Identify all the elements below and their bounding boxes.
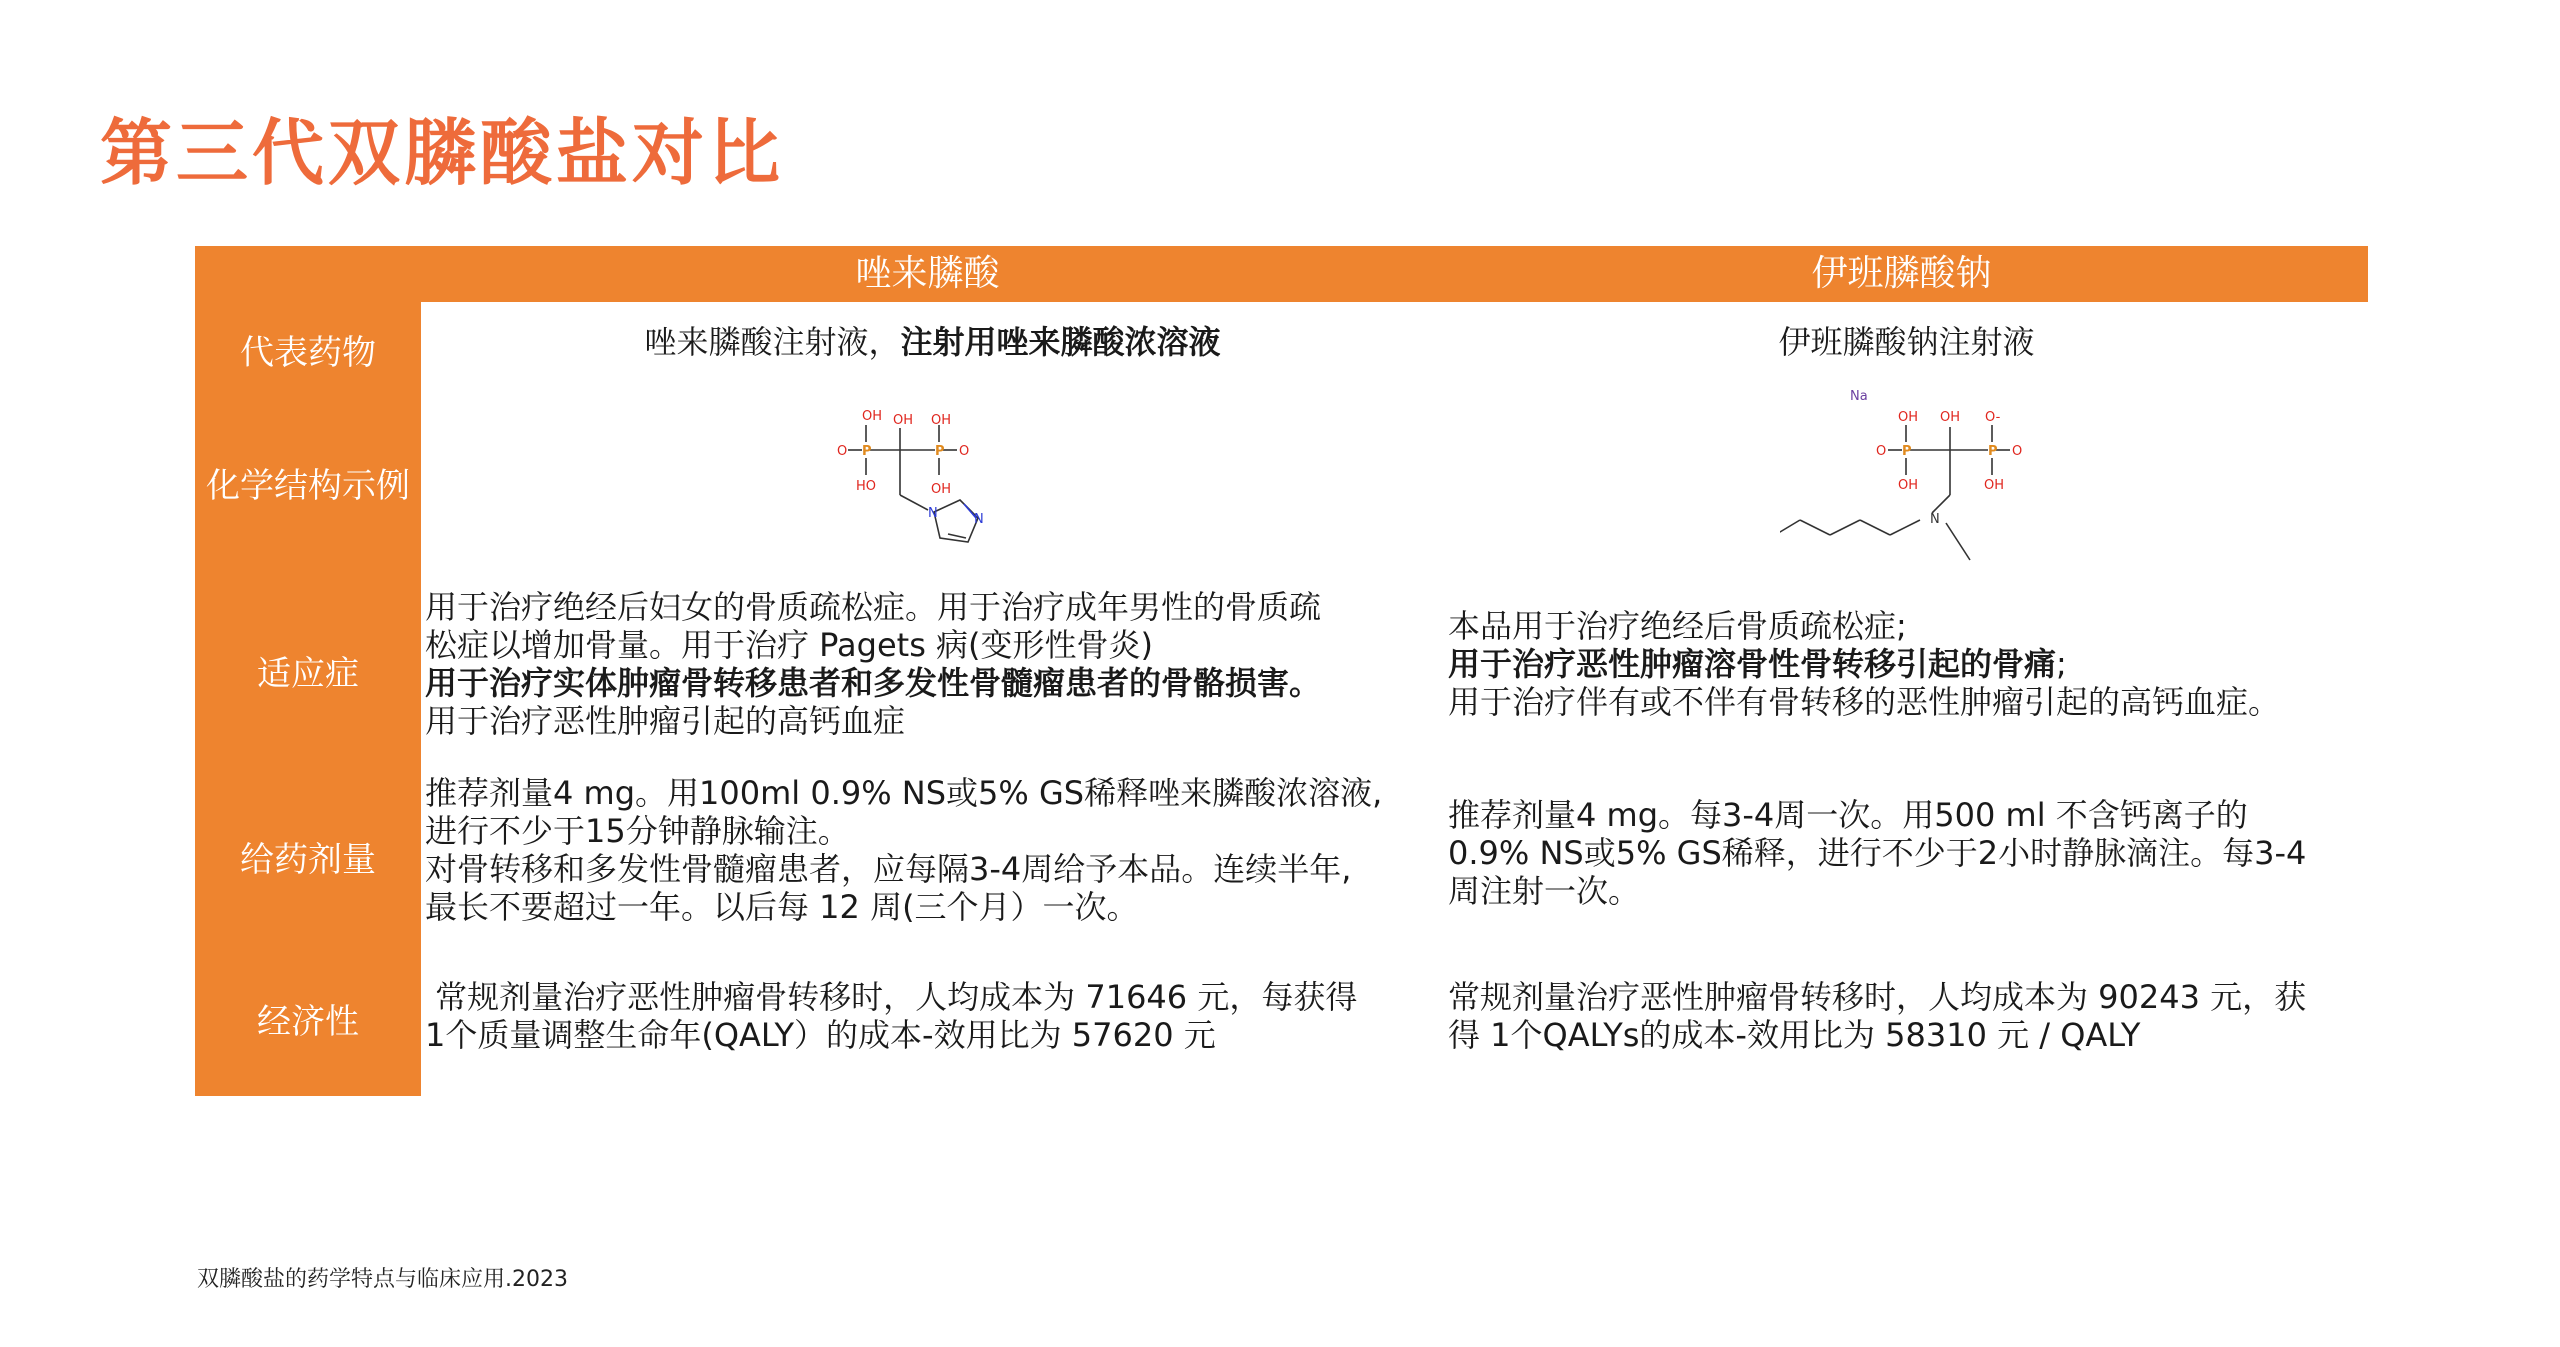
economy-line: 常规剂量治疗恶性肿瘤骨转移时，人均成本为 71646 元，每获得 <box>425 978 1358 1016</box>
dosage-line: 推荐剂量4 mg。用100ml 0.9% NS或5% GS稀释唑来膦酸浓溶液, <box>425 774 1383 812</box>
bond <box>1860 520 1890 535</box>
indication-line-bold: 用于治疗实体肿瘤骨转移患者和多发性骨髓瘤患者的骨骼损害。 <box>425 664 1322 702</box>
indication-line: 用于治疗恶性肿瘤引起的高钙血症 <box>425 702 906 740</box>
row-label-structure: 化学结构示例 <box>206 466 410 506</box>
dosage-cell-zoledronic <box>425 774 1445 926</box>
atom-label: N <box>928 506 938 521</box>
bond <box>1830 520 1860 535</box>
bond <box>1800 520 1830 535</box>
ibandronate-structure-diagram <box>1780 385 2080 575</box>
atom-label: OH <box>1984 478 2005 493</box>
atom-label: O <box>2012 444 2023 459</box>
atom-label: OH <box>1940 410 1961 425</box>
svg-text:P: P <box>862 444 872 459</box>
bond <box>1932 495 1950 513</box>
drug-name-zoledronic-injection: 唑来膦酸注射液， <box>644 323 901 361</box>
atom-label: O <box>837 444 848 459</box>
bond <box>948 534 966 538</box>
economy-line: 1个质量调整生命年(QALY）的成本-效用比为 57620 元 <box>425 1016 1216 1054</box>
indication-line: 松症以增加骨量。用于治疗 Pagets 病(变形性骨炎) <box>425 626 1154 664</box>
drug-cell-ibandronate: 伊班膦酸钠注射液 <box>1778 323 2035 361</box>
indication-cell-ibandronate <box>1448 607 2368 721</box>
atom-label: Na <box>1850 389 1868 404</box>
indication-line: 用于治疗伴有或不伴有骨转移的恶性肿瘤引起的高钙血症。 <box>1448 683 2281 721</box>
column-header-ibandronate: 伊班膦酸钠 <box>1811 253 1992 294</box>
economy-line: 常规剂量治疗恶性肿瘤骨转移时，人均成本为 90243 元，获 <box>1448 978 2307 1016</box>
indication-cell-zoledronic <box>425 588 1445 740</box>
atom-label: O <box>959 444 970 459</box>
bond <box>1946 523 1970 560</box>
bond <box>1780 520 1800 535</box>
zoledronic-structure-diagram <box>810 400 1010 565</box>
economy-cell-ibandronate <box>1448 978 2368 1054</box>
dosage-line: 推荐剂量4 mg。每3-4周一次。用500 ml 不含钙离子的 <box>1448 796 2248 834</box>
svg-text:P: P <box>935 444 945 459</box>
row-label-drug: 代表药物 <box>240 333 376 373</box>
atom-label: OH <box>931 482 952 497</box>
indication-bold-text: 用于治疗恶性肿瘤溶骨性骨转移引起的骨痛 <box>1448 645 2057 683</box>
bond <box>900 495 928 510</box>
dosage-line: 0.9% NS或5% GS稀释，进行不少于2小时静脉滴注。每3-4 <box>1448 834 2307 872</box>
atom-label: OH <box>1898 478 1919 493</box>
dosage-line: 进行不少于15分钟静脉输注。 <box>425 812 850 850</box>
drug-cell-zoledronic <box>425 323 1440 361</box>
atom-label: OH <box>931 413 952 428</box>
atom-label: O <box>1876 444 1887 459</box>
dosage-line: 周注射一次。 <box>1448 872 1641 910</box>
economy-line: 得 1个QALYs的成本-效用比为 58310 元 / QALY <box>1448 1016 2141 1054</box>
drug-name-zoledronic-concentrate: 注射用唑来膦酸浓溶液 <box>900 323 1221 361</box>
svg-text:P: P <box>1988 444 1998 459</box>
atom-label: N <box>1930 512 1940 527</box>
atom-label: HO <box>856 479 877 494</box>
svg-text:P: P <box>1902 444 1912 459</box>
indication-line: 用于治疗绝经后妇女的骨质疏松症。用于治疗成年男性的骨质疏 <box>425 588 1322 626</box>
table-header <box>195 246 2368 302</box>
page-title: 第三代双膦酸盐对比 <box>100 111 785 195</box>
row-label-economy: 经济性 <box>257 1002 359 1042</box>
bond <box>1890 520 1920 535</box>
atom-label: N <box>974 512 984 527</box>
atom-label: O- <box>1985 410 2001 425</box>
economy-cell-zoledronic <box>425 978 1445 1054</box>
dosage-line: 对骨转移和多发性骨髓瘤患者，应每隔3-4周给予本品。连续半年, <box>425 850 1352 888</box>
row-label-column <box>195 302 421 1096</box>
dosage-line: 最长不要超过一年。以后每 12 周(三个月）一次。 <box>425 888 1139 926</box>
atom-label: OH <box>893 413 914 428</box>
indication-separator: ; <box>2056 645 2067 683</box>
atom-label: OH <box>1898 410 1919 425</box>
indication-line: 本品用于治疗绝经后骨质疏松症; <box>1448 607 1907 645</box>
source-citation: 双膦酸盐的药学特点与临床应用.2023 <box>197 1267 568 1292</box>
column-header-zoledronic: 唑来膦酸 <box>855 253 1000 294</box>
atom-label: OH <box>862 409 883 424</box>
indication-line-mixed <box>1448 645 2368 683</box>
row-label-indication: 适应症 <box>257 654 359 694</box>
row-label-dosage: 给药剂量 <box>240 840 376 880</box>
dosage-cell-ibandronate <box>1448 796 2368 910</box>
